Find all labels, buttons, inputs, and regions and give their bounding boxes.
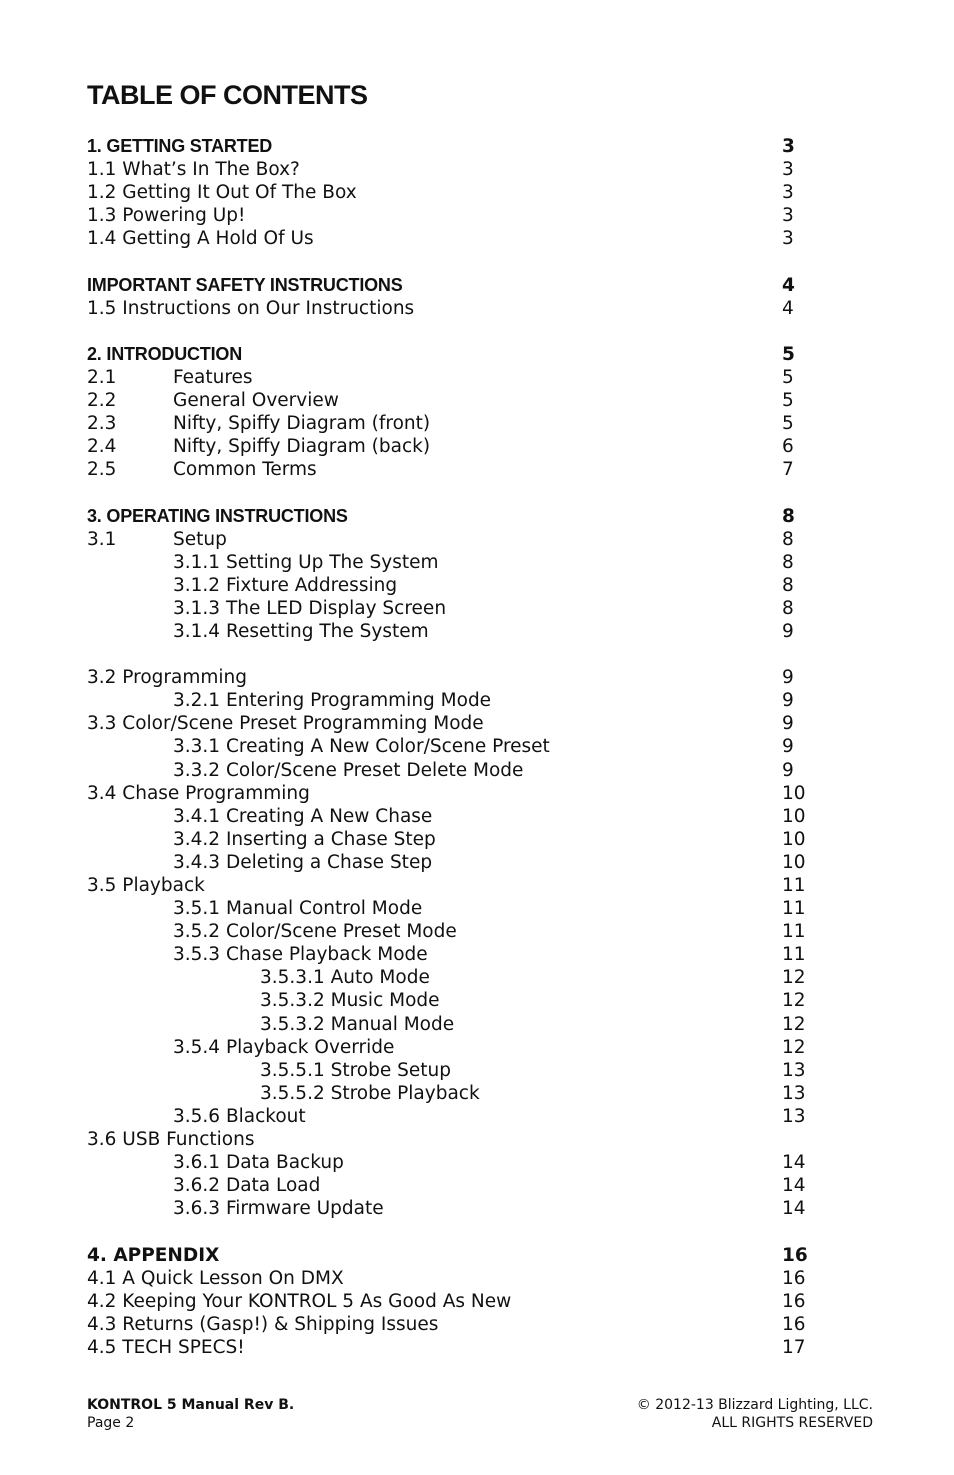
- toc-page-number: 9: [782, 667, 794, 689]
- toc-subentry: [87, 689, 827, 712]
- toc-page-number: 16: [782, 1290, 806, 1312]
- toc-page-number: 5: [782, 343, 795, 365]
- toc-page-number: 9: [782, 690, 794, 712]
- toc-page-number: 16: [782, 1313, 806, 1335]
- toc-subentry: [87, 574, 827, 597]
- toc-entry-title: 3.5.3 Chase Playback Mode: [173, 944, 428, 966]
- toc-page-number: 12: [782, 967, 806, 989]
- toc-entry: [87, 1128, 827, 1151]
- toc-page-number: 5: [782, 390, 794, 412]
- toc-entry-title: 3.5.5.1 Strobe Setup: [260, 1059, 451, 1081]
- toc-entry-title: 3.3.1 Creating A New Color/Scene Preset: [173, 736, 550, 758]
- toc-entry-title: 3.3.2 Color/Scene Preset Delete Mode: [173, 759, 524, 781]
- toc-entry-title: 3.6.3 Firmware Update: [173, 1198, 384, 1220]
- toc-entry-title: 3.5.6 Blackout: [173, 1105, 306, 1127]
- toc-entry-title: 3.5.2 Color/Scene Preset Mode: [173, 921, 457, 943]
- toc-entry-title: Features: [173, 366, 253, 388]
- toc-entry-title: 3.6.1 Data Backup: [173, 1152, 344, 1174]
- toc-entry-title: 3.5.4 Playback Override: [173, 1036, 395, 1058]
- toc-entry-title: 1.5 Instructions on Our Instructions: [87, 297, 415, 319]
- toc-page-number: 10: [782, 851, 806, 873]
- toc-subentry: [87, 597, 827, 620]
- toc-subentry: [87, 920, 827, 943]
- toc-entry: [87, 366, 827, 389]
- toc-subentry: [87, 828, 827, 851]
- toc-page-number: 17: [782, 1336, 806, 1358]
- toc-subentry: [87, 805, 827, 828]
- footer-page-number: Page 2: [87, 1415, 135, 1431]
- toc-subentry: [87, 989, 827, 1012]
- toc-page-number: 12: [782, 1013, 806, 1035]
- toc-subentry: [87, 1105, 827, 1128]
- toc-entry-title: 1.3 Powering Up!: [87, 205, 246, 227]
- toc-entry-number: 2.5: [87, 459, 117, 481]
- toc-entry-title: 4.2 Keeping Your KONTROL 5 As Good As New: [87, 1290, 512, 1312]
- toc-page-number: 9: [782, 620, 794, 642]
- toc-page-number: 8: [782, 574, 794, 596]
- toc-page-number: 7: [782, 459, 794, 481]
- toc-entry: [87, 1267, 827, 1290]
- toc-entry-title: 3.1.3 The LED Display Screen: [173, 597, 447, 619]
- toc-entry-number: 2.4: [87, 436, 117, 458]
- toc-page-number: 14: [782, 1152, 806, 1174]
- toc-entry-number: 3.1: [87, 528, 117, 550]
- toc-spacer: [87, 1220, 827, 1243]
- toc-entry-title: General Overview: [173, 390, 339, 412]
- toc-subentry: [87, 1197, 827, 1220]
- toc-subentry: [87, 735, 827, 758]
- footer-left: [87, 1396, 294, 1432]
- toc-page-number: 9: [782, 736, 794, 758]
- toc-page-number: 13: [782, 1059, 806, 1081]
- toc-page-number: 6: [782, 436, 794, 458]
- table-of-contents: [87, 135, 827, 1359]
- toc-entry-title: 3.2 Programming: [87, 667, 247, 689]
- toc-entry-title: Nifty, Spiffy Diagram (front): [173, 413, 431, 435]
- toc-entry: [87, 181, 827, 204]
- toc-page-number: 8: [782, 597, 794, 619]
- toc-page-number: 3: [782, 182, 794, 204]
- toc-page-number: 11: [782, 944, 806, 966]
- toc-page-number: 8: [782, 505, 795, 527]
- toc-entry-title: 2. INTRODUCTION: [87, 343, 243, 364]
- toc-page-number: 9: [782, 713, 794, 735]
- toc-entry: [87, 528, 827, 551]
- toc-entry-title: 1.2 Getting It Out Of The Box: [87, 182, 357, 204]
- toc-entry-title: 3. OPERATING INSTRUCTIONS: [87, 505, 348, 526]
- toc-entry-title: 3.3 Color/Scene Preset Programming Mode: [87, 713, 484, 735]
- toc-entry-title: 4.3 Returns (Gasp!) & Shipping Issues: [87, 1313, 439, 1335]
- toc-page-number: 11: [782, 898, 806, 920]
- footer-right: [637, 1396, 873, 1432]
- toc-page-number: 12: [782, 1036, 806, 1058]
- toc-page-number: 10: [782, 782, 806, 804]
- toc-entry: [87, 712, 827, 735]
- toc-section-header: [87, 1244, 827, 1267]
- toc-subentry: [87, 897, 827, 920]
- toc-subentry: [87, 966, 827, 989]
- toc-subentry: [87, 759, 827, 782]
- toc-entry-title: 1.4 Getting A Hold Of Us: [87, 228, 314, 250]
- toc-entry: [87, 874, 827, 897]
- toc-page-number: 5: [782, 366, 794, 388]
- toc-entry-title: 3.5.1 Manual Control Mode: [173, 898, 423, 920]
- toc-spacer: [87, 643, 827, 666]
- toc-entry: [87, 458, 827, 481]
- toc-entry-title: Common Terms: [173, 459, 317, 481]
- toc-entry: [87, 782, 827, 805]
- toc-page-number: 3: [782, 228, 794, 250]
- toc-subentry: [87, 1013, 827, 1036]
- toc-page-number: 11: [782, 875, 806, 896]
- toc-page-number: 8: [782, 551, 794, 573]
- toc-entry-title: 1.1 What’s In The Box?: [87, 159, 300, 181]
- toc-entry-title: 3.6.2 Data Load: [173, 1175, 321, 1197]
- toc-page-number: 5: [782, 413, 794, 435]
- toc-page-number: 14: [782, 1175, 806, 1197]
- toc-section-header: [87, 274, 827, 297]
- toc-entry-title: 1. GETTING STARTED: [87, 136, 273, 156]
- toc-subentry: [87, 620, 827, 643]
- toc-entry-title: 4.5 TECH SPECS!: [87, 1336, 245, 1358]
- toc-page-number: 13: [782, 1082, 806, 1104]
- footer-copyright: © 2012-13 Blizzard Lighting, LLC.: [636, 1397, 873, 1413]
- toc-entry-title: 3.1.1 Setting Up The System: [173, 551, 439, 573]
- toc-subentry: [87, 851, 827, 874]
- toc-page-number: 14: [782, 1198, 806, 1220]
- footer-rights: ALL RIGHTS RESERVED: [711, 1415, 873, 1431]
- toc-page-number: 10: [782, 828, 806, 850]
- toc-entry-title: 3.5.3.2 Manual Mode: [260, 1013, 455, 1035]
- toc-page-number: 10: [782, 805, 806, 827]
- toc-page-number: 4: [782, 274, 795, 296]
- toc-entry-title: 3.4.1 Creating A New Chase: [173, 805, 433, 827]
- toc-entry-title: 3.5.3.2 Music Mode: [260, 990, 440, 1012]
- toc-entry: [87, 1336, 827, 1359]
- toc-subentry: [87, 1151, 827, 1174]
- page-title: TABLE OF CONTENTS: [87, 80, 368, 110]
- toc-entry-title: 3.5 Playback: [87, 875, 205, 896]
- toc-entry-title: 3.2.1 Entering Programming Mode: [173, 690, 492, 712]
- toc-page-number: 13: [782, 1105, 806, 1127]
- toc-entry-title: 3.5.5.2 Strobe Playback: [260, 1082, 480, 1104]
- toc-subentry: [87, 1059, 827, 1082]
- toc-entry-title: 3.6 USB Functions: [87, 1129, 255, 1151]
- toc-page-number: 11: [782, 921, 806, 943]
- toc-subentry: [87, 1082, 827, 1105]
- toc-page-number: 16: [782, 1267, 806, 1289]
- toc-entry-title: 3.1.2 Fixture Addressing: [173, 574, 398, 596]
- toc-page-number: 9: [782, 759, 794, 781]
- toc-entry-title: 3.4.3 Deleting a Chase Step: [173, 851, 433, 873]
- toc-entry-title: 4. APPENDIX: [87, 1244, 220, 1266]
- toc-entry-title: IMPORTANT SAFETY INSTRUCTIONS: [87, 274, 403, 295]
- toc-entry-number: 2.2: [87, 390, 117, 412]
- toc-subentry: [87, 943, 827, 966]
- toc-page-number: 3: [782, 136, 795, 157]
- toc-entry: [87, 1313, 827, 1336]
- toc-entry: [87, 204, 827, 227]
- toc-entry-title: Setup: [173, 528, 227, 550]
- toc-subentry: [87, 1036, 827, 1059]
- footer-manual-title: KONTROL 5 Manual Rev B.: [87, 1397, 295, 1413]
- toc-section-header: [87, 135, 827, 158]
- toc-page-number: 16: [782, 1244, 808, 1266]
- toc-spacer: [87, 320, 827, 343]
- toc-subentry: [87, 1174, 827, 1197]
- toc-entry-title: 3.4 Chase Programming: [87, 782, 310, 804]
- toc-page-number: 3: [782, 159, 794, 181]
- toc-page-number: 12: [782, 990, 806, 1012]
- toc-page-number: 8: [782, 528, 794, 550]
- toc-entry: [87, 227, 827, 250]
- toc-entry: [87, 158, 827, 181]
- toc-subentry: [87, 551, 827, 574]
- toc-spacer: [87, 250, 827, 273]
- toc-page-number: 4: [782, 297, 794, 319]
- toc-entry: [87, 666, 827, 689]
- toc-section-header: [87, 505, 827, 528]
- toc-section-header: [87, 343, 827, 366]
- toc-entry: [87, 1290, 827, 1313]
- toc-spacer: [87, 481, 827, 504]
- toc-page-number: 3: [782, 205, 794, 227]
- toc-entry: [87, 389, 827, 412]
- toc-entry-number: 2.1: [87, 366, 117, 388]
- toc-entry-title: 3.1.4 Resetting The System: [173, 620, 429, 642]
- toc-entry-title: 4.1 A Quick Lesson On DMX: [87, 1267, 344, 1289]
- toc-entry-number: 2.3: [87, 413, 117, 435]
- toc-entry: [87, 297, 827, 320]
- toc-entry: [87, 412, 827, 435]
- toc-entry-title: 3.4.2 Inserting a Chase Step: [173, 828, 436, 850]
- toc-entry-title: 3.5.3.1 Auto Mode: [260, 967, 430, 989]
- toc-entry: [87, 435, 827, 458]
- toc-entry-title: Nifty, Spiffy Diagram (back): [173, 436, 431, 458]
